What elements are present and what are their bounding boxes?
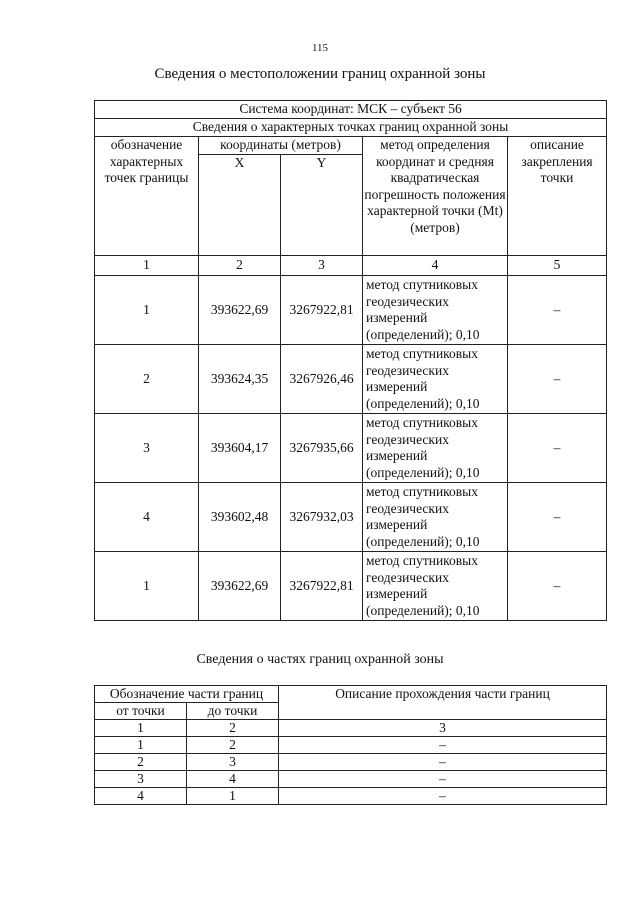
table-row [95,345,607,414]
page-title: Сведения о местоположении границ охранной зоны [154,66,486,82]
y-cell: 3267922,81 [281,552,363,621]
numbering-cell: 2 [199,256,281,276]
method-cell: метод спутниковых геодезических измерений (определений); 0,10 [363,483,508,552]
numbering-cell: 1 [95,256,199,276]
method-cell: метод спутниковых геодезических измерений (определений); 0,10 [363,552,508,621]
from-cell: 1 [95,737,187,754]
fixing-cell: – [508,483,607,552]
header-coordinates: координаты (метров) [199,137,363,155]
coordinate-system-cell: Система координат: МСК – субъект 56 [95,101,607,119]
header-from: от точки [95,703,187,720]
x-cell: 393622,69 [199,276,281,345]
header-parts: Обозначение части границ [95,686,279,703]
x-cell: 393604,17 [199,414,281,483]
table-row [95,737,607,754]
table-row [95,276,607,345]
header-y: Y [281,155,363,256]
description-cell: – [279,788,607,805]
description-cell: – [279,737,607,754]
table-row [95,771,607,788]
fixing-cell: – [508,552,607,621]
table-row [95,552,607,621]
point-cell: 3 [95,414,199,483]
method-cell: метод спутниковых геодезических измерений (определений); 0,10 [363,414,508,483]
to-cell: 4 [187,771,279,788]
description-cell: – [279,771,607,788]
section-title: Сведения о частях границ охранной зоны [196,652,444,667]
numbering-cell: 2 [187,720,279,737]
fixing-cell: – [508,276,607,345]
y-cell: 3267926,46 [281,345,363,414]
from-cell: 3 [95,771,187,788]
method-cell: метод спутниковых геодезических измерений (определений); 0,10 [363,345,508,414]
point-cell: 2 [95,345,199,414]
points-info-cell: Сведения о характерных точках границ охранной зоны [95,119,607,137]
to-cell: 2 [187,737,279,754]
point-cell: 1 [95,276,199,345]
x-cell: 393624,35 [199,345,281,414]
numbering-cell: 4 [363,256,508,276]
header-to: до точки [187,703,279,720]
to-cell: 1 [187,788,279,805]
table-row [95,788,607,805]
header-x: X [199,155,281,256]
numbering-cell: 1 [95,720,187,737]
x-cell: 393602,48 [199,483,281,552]
page-number: 115 [311,42,329,54]
boundary-parts-table [94,685,607,805]
table-row [95,483,607,552]
numbering-cell: 3 [281,256,363,276]
header-fixing: описание закрепления точки [508,137,607,256]
x-cell: 393622,69 [199,552,281,621]
table-row [95,754,607,771]
y-cell: 3267932,03 [281,483,363,552]
description-cell: – [279,754,607,771]
boundary-points-table [94,100,607,621]
header-description: Описание прохождения части границ [279,686,607,720]
header-method: метод определения координат и средняя квадратическая погрешность положения характерной точки (Mt) (метров) [363,137,508,256]
point-cell: 4 [95,483,199,552]
method-cell: метод спутниковых геодезических измерений (определений); 0,10 [363,276,508,345]
point-cell: 1 [95,552,199,621]
y-cell: 3267935,66 [281,414,363,483]
header-designation: обозначение характерных точек границы [95,137,199,256]
y-cell: 3267922,81 [281,276,363,345]
numbering-cell: 5 [508,256,607,276]
from-cell: 2 [95,754,187,771]
fixing-cell: – [508,414,607,483]
from-cell: 4 [95,788,187,805]
numbering-cell: 3 [279,720,607,737]
to-cell: 3 [187,754,279,771]
table-row [95,414,607,483]
fixing-cell: – [508,345,607,414]
